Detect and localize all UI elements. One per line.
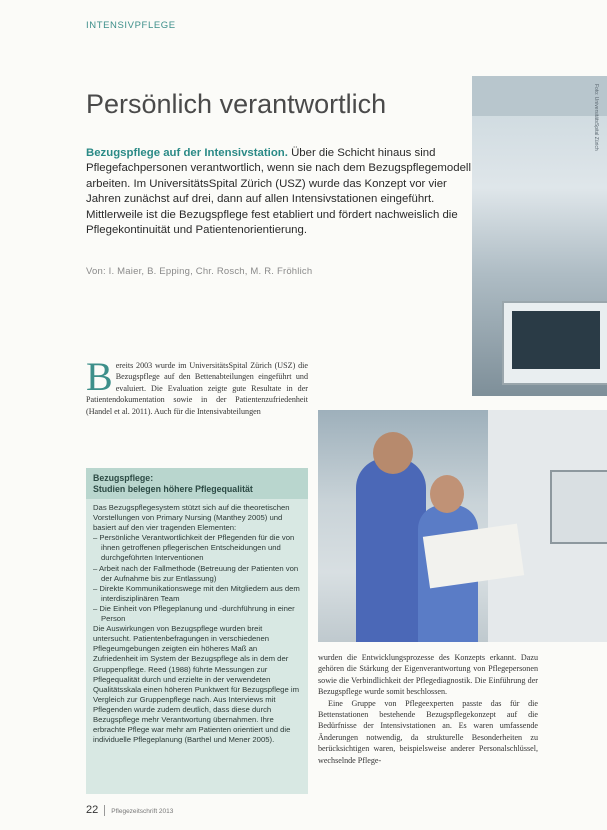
info-box-subtitle: Studien belegen höhere Pflegequalität <box>93 484 253 494</box>
section-label: INTENSIVPFLEGE <box>86 20 176 31</box>
byline: Von: I. Maier, B. Epping, Chr. Rosch, M. R. Fröhlich <box>86 266 313 277</box>
body-column-1 <box>86 354 308 417</box>
list-item: – Arbeit nach der Fallmethode (Betreuung der Patienten von der Aufnahme bis zur Entlassung) <box>93 563 299 583</box>
page-footer <box>86 804 173 816</box>
photo-head-female <box>430 475 464 513</box>
list-item: – Persönliche Verantwortlichkeit der Pflegenden für die von ihnen getroffenen pflegerischen Entscheidungen und durchgeführten Interventionen <box>93 533 295 563</box>
photo-credit: Foto: UniversitätsSpital Zürich <box>593 84 599 151</box>
photo-nurses <box>318 410 607 642</box>
list-item: – Die Einheit von Pflegeplanung und -durchführung in einer Person <box>93 603 295 624</box>
body-paragraph: Eine Gruppe von Pflegeexperten passte das für die Bettenstationen bestehende Bezugspflegekonzept auf die Bedürfnisse der Intensivstationen an. Es waren umfassende Änderungen notwendig, da strukturelle Besonderheiten zu berücksichtigen waren, beispielsweise anderer Personalschlüssel, wechselnde Pflege- <box>318 698 538 765</box>
body-paragraph: wurden die Entwicklungsprozesse des Konzepts erkannt. Dazu gehören die Stärkung der Eigenverantwortung von Pflegepersonen sowie die Verbindlichkeit der Pflegediagnostik. Die Einführung der Bezugspflege wurde somit beschlossen. <box>318 653 538 697</box>
photo-monitor <box>502 301 607 385</box>
info-box <box>86 468 308 794</box>
body-text-1: ereits 2003 wurde im UniversitätsSpital Zürich (USZ) die Bezugspflege auf den Bettenabteilungen eingeführt und evaluiert. Die Evaluation zeigte gute Resultate in der Patientendokumentation sowie in der Patientenzufriedenheit (Handel et al. 2011). Auch für die Intensivabteilungen <box>86 361 308 416</box>
page-number: 22 <box>86 804 99 816</box>
lead-text: Über die Schicht hinaus sind Pflegefachpersonen verantwortlich, wenn sie nach dem Bezugspflegemodell arbeiten. Im UniversitätsSpital Zürich (USZ) wurde das Konzept vor vier Jahren zunächst auf drei, dann auf allen Intensivstationen eingeführt. Mittlerweile ist die Bezugspflege fest etabliert und fördert nachweislich die Pflegekontinuität und Patientenorientierung. <box>86 147 471 237</box>
footer-divider <box>104 805 105 816</box>
lead-paragraph <box>86 146 476 238</box>
journal-name: Pflegezeitschrift 2013 <box>111 808 174 815</box>
photo-shelf <box>472 76 607 116</box>
info-box-intro: Das Bezugspflegesystem stützt sich auf die theoretischen Vorstellungen von Primary Nursing (Manthey 2005) und basiert auf den vier tragenden Elementen: <box>93 503 290 533</box>
drop-cap: B <box>86 354 113 399</box>
photo-screen <box>512 311 600 369</box>
info-box-header <box>86 468 308 499</box>
photo-icu-monitor <box>472 76 607 396</box>
body-column-2 <box>318 652 538 766</box>
photo-nurse-male <box>356 458 426 642</box>
photo-head-male <box>373 432 413 474</box>
info-box-list <box>93 533 301 624</box>
list-item: – Direkte Kommunikationswege mit den Mitgliedern aus dem interdisziplinären Team <box>93 583 300 603</box>
lead-heading: Bezugspflege auf der Intensivstation. <box>86 147 288 159</box>
info-box-outro: Die Auswirkungen von Bezugspflege wurden breit untersucht. Patientenbefragungen in verschiedenen Pflegeumgebungen zeigten ein höheres Maß an Zufriedenheit im System der Bezugspflege als in dem der Gruppenpflege. Reed (1988) führte Messungen zur Pflegequalität durch und erzielte in der verwendeten Qualitätsskala einen höheren Punktwert für Bezugspflege im Vergleich zur Gruppenpflege nach. Aus Interviews mit Pflegenden wurde zudem deutlich, dass diese durch Bezugspflege mehr Verantwortung übernahmen. Ihre erbrachte Pflege war mehr am Patienten orientiert und die individuelle Pflegeplanung (Barthel und Mener 2005). <box>93 624 299 745</box>
info-box-body <box>86 499 308 749</box>
page-title: Persönlich verantwortlich <box>86 89 387 119</box>
photo-monitor-2 <box>550 470 607 544</box>
info-box-title: Bezugspflege: <box>93 473 154 483</box>
